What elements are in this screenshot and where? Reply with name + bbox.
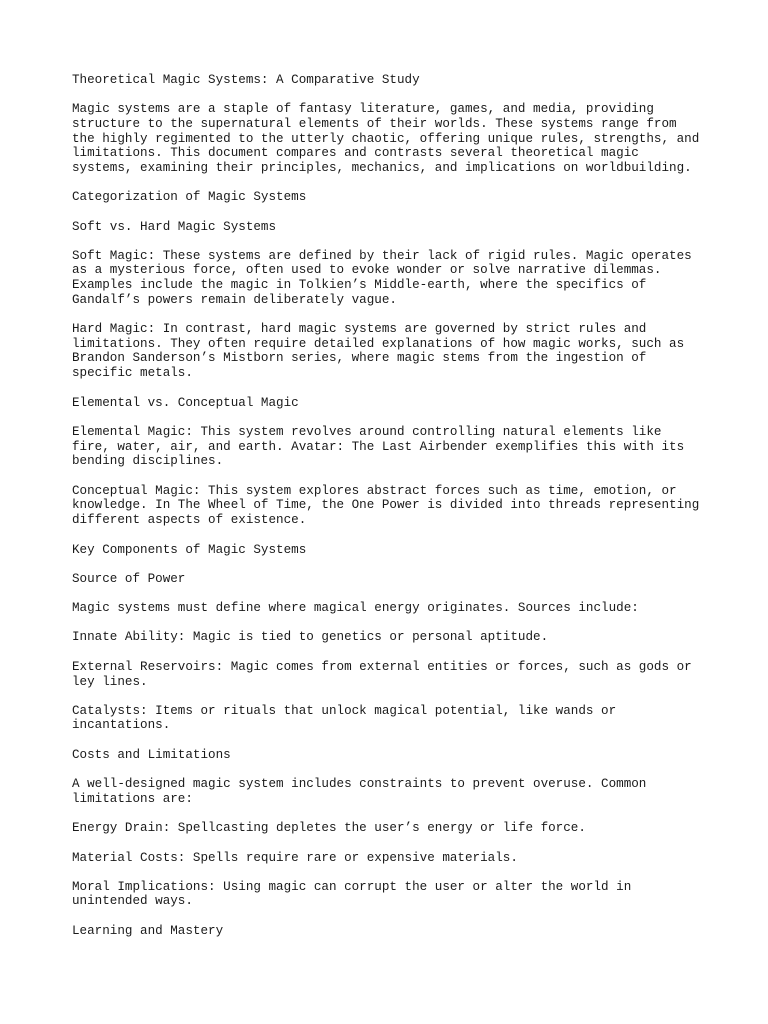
text-line: limitations are:	[72, 792, 193, 806]
text-line: Examples include the magic in Tolkien’s Middle-earth, where the specifics of	[72, 278, 647, 292]
text-line: Moral Implications: Using magic can corrupt the user or alter the world in	[72, 880, 632, 894]
text-line: ley lines.	[72, 675, 148, 689]
text-line: Hard Magic: In contrast, hard magic systems are governed by strict rules and	[72, 322, 647, 336]
text-line: limitations. This document compares and contrasts several theoretical magic	[72, 146, 639, 160]
text-line: specific metals.	[72, 366, 193, 380]
text-line: incantations.	[72, 718, 171, 732]
subsection-heading: Source of Power	[72, 572, 186, 586]
text-line: fire, water, air, and earth. Avatar: The Last Airbender exemplifies this with its	[72, 440, 685, 454]
text-line: Soft Magic: These systems are defined by their lack of rigid rules. Magic operates	[72, 249, 692, 263]
subsection-heading: Learning and Mastery	[72, 924, 224, 938]
text-line: systems, examining their principles, mechanics, and implications on worldbuilding.	[72, 161, 692, 175]
text-line: Magic systems are a staple of fantasy literature, games, and media, providing	[72, 102, 654, 116]
innate-ability-item: Innate Ability: Magic is tied to genetics or personal aptitude.	[72, 630, 549, 644]
text-line: limitations. They often require detailed explanations of how magic works, such as	[72, 337, 685, 351]
text-line: Gandalf’s powers remain deliberately vague.	[72, 293, 397, 307]
text-line: Elemental Magic: This system revolves around controlling natural elements like	[72, 425, 662, 439]
text-line: Catalysts: Items or rituals that unlock magical potential, like wands or	[72, 704, 617, 718]
energy-drain-item: Energy Drain: Spellcasting depletes the user’s energy or life force.	[72, 821, 586, 835]
text-line: structure to the supernatural elements of their worlds. These systems range from	[72, 117, 677, 131]
text-line: the highly regimented to the utterly chaotic, offering unique rules, strengths, and	[72, 132, 700, 146]
text-line: External Reservoirs: Magic comes from external entities or forces, such as gods or	[72, 660, 692, 674]
subsection-heading: Soft vs. Hard Magic Systems	[72, 220, 277, 234]
text-line: knowledge. In The Wheel of Time, the One Power is divided into threads representing	[72, 498, 700, 512]
text-line: bending disciplines.	[72, 454, 224, 468]
text-line: as a mysterious force, often used to evoke wonder or solve narrative dilemmas.	[72, 263, 662, 277]
text-line: Brandon Sanderson’s Mistborn series, where magic stems from the ingestion of	[72, 351, 647, 365]
section-heading: Categorization of Magic Systems	[72, 190, 307, 204]
section-heading: Key Components of Magic Systems	[72, 543, 307, 557]
source-intro-paragraph: Magic systems must define where magical energy originates. Sources include:	[72, 601, 639, 615]
subsection-heading: Elemental vs. Conceptual Magic	[72, 396, 299, 410]
text-line: A well-designed magic system includes constraints to prevent overuse. Common	[72, 777, 647, 791]
text-line: Conceptual Magic: This system explores abstract forces such as time, emotion, or	[72, 484, 677, 498]
text-line: different aspects of existence.	[72, 513, 307, 527]
subsection-heading: Costs and Limitations	[72, 748, 231, 762]
material-costs-item: Material Costs: Spells require rare or expensive materials.	[72, 851, 518, 865]
text-line: unintended ways.	[72, 894, 193, 908]
document-title: Theoretical Magic Systems: A Comparative Study	[72, 73, 420, 87]
